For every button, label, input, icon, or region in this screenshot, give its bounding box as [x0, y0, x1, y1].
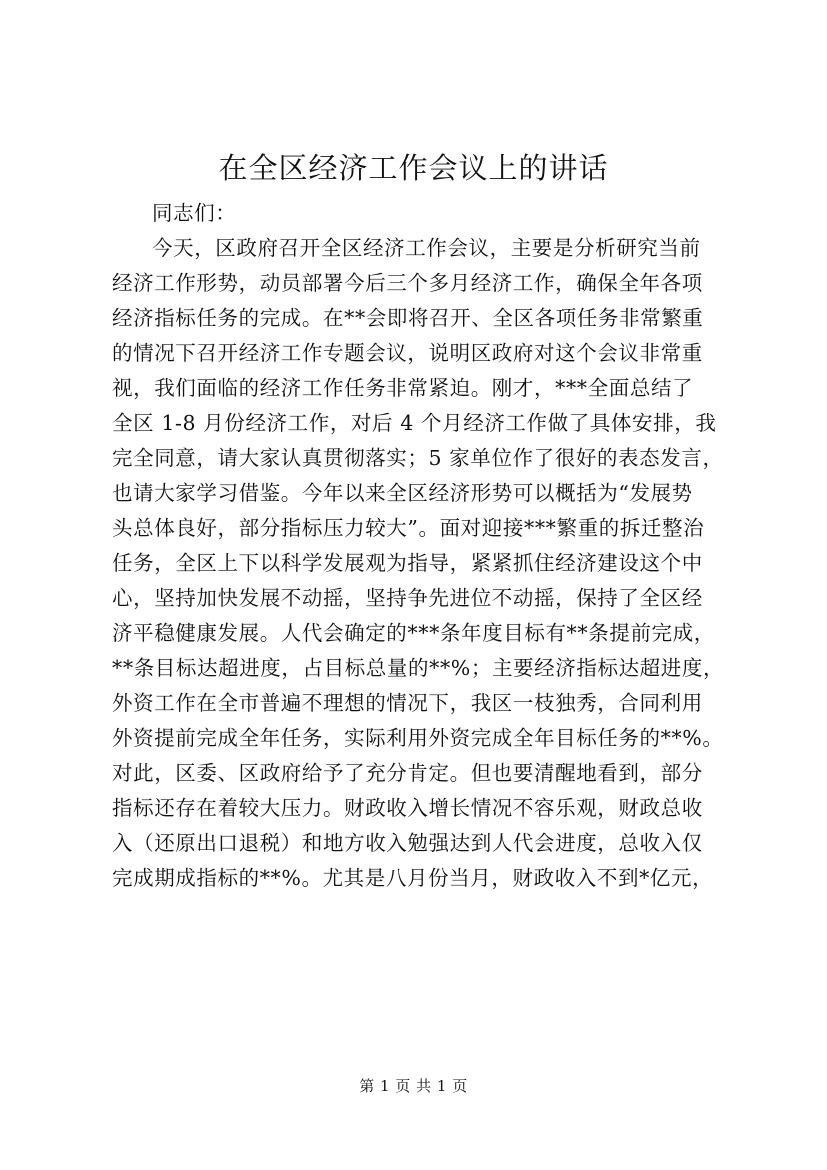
paragraph-line: 任务，全区上下以科学发展观为指导，紧紧抓住经济建设这个中 — [112, 551, 703, 575]
document-body — [112, 196, 752, 896]
document-title: 在全区经济工作会议上的讲话 — [218, 151, 609, 185]
paragraph-line: 完成期成指标的**%。尤其是八月份当月，财政收入不到*亿元， — [112, 866, 714, 890]
paragraph-line: 对此，区委、区政府给予了充分肯定。但也要清醒地看到，部分 — [112, 761, 703, 785]
paragraph-line: 外资工作在全市普遍不理想的情况下，我区一枝独秀，合同利用 — [112, 691, 703, 715]
paragraph-line: 经济工作形势，动员部署今后三个多月经济工作，确保全年各项 — [112, 271, 703, 295]
paragraph-line: 心，坚持加快发展不动摇，坚持争先进位不动摇，保持了全区经 — [112, 586, 703, 610]
paragraph-line: 全区 1-8 月份经济工作，对后 4 个月经济工作做了具体安排，我 — [112, 411, 717, 435]
paragraph-line: 的情况下召开经济工作专题会议，说明区政府对这个会议非常重 — [112, 341, 703, 365]
paragraph-line: 头总体良好，部分指标压力较大”。面对迎接***繁重的拆迁整治 — [112, 516, 705, 540]
salutation-line: 同志们： — [152, 201, 237, 225]
paragraph-line: 外资提前完成全年任务，实际利用外资完成全年目标任务的**%。 — [112, 726, 724, 750]
paragraph-line: 指标还存在着较大压力。财政收入增长情况不容乐观，财政总收 — [112, 796, 703, 820]
paragraph-line: 完全同意，请大家认真贯彻落实；5 家单位作了很好的表态发言， — [112, 446, 724, 470]
paragraph-line: 也请大家学习借鉴。今年以来全区经济形势可以概括为“发展势 — [112, 481, 693, 505]
page-number-footer: 第 1 页 共 1 页 — [359, 1077, 468, 1095]
paragraph-line: 经济指标任务的完成。在**会即将召开、全区各项任务非常繁重 — [112, 306, 704, 330]
paragraph-line: 入（还原出口退税）和地方收入勉强达到人代会进度，总收入仅 — [112, 831, 703, 855]
paragraph-line: 视，我们面临的经济工作任务非常紧迫。刚才，***全面总结了 — [112, 376, 694, 400]
paragraph-line: 济平稳健康发展。人代会确定的***条年度目标有**条提前完成， — [112, 621, 715, 645]
paragraph-line: 今天，区政府召开全区经济工作会议，主要是分析研究当前 — [152, 236, 701, 260]
paragraph-line: **条目标达超进度，占目标总量的**%；主要经济指标达超进度， — [112, 656, 725, 680]
